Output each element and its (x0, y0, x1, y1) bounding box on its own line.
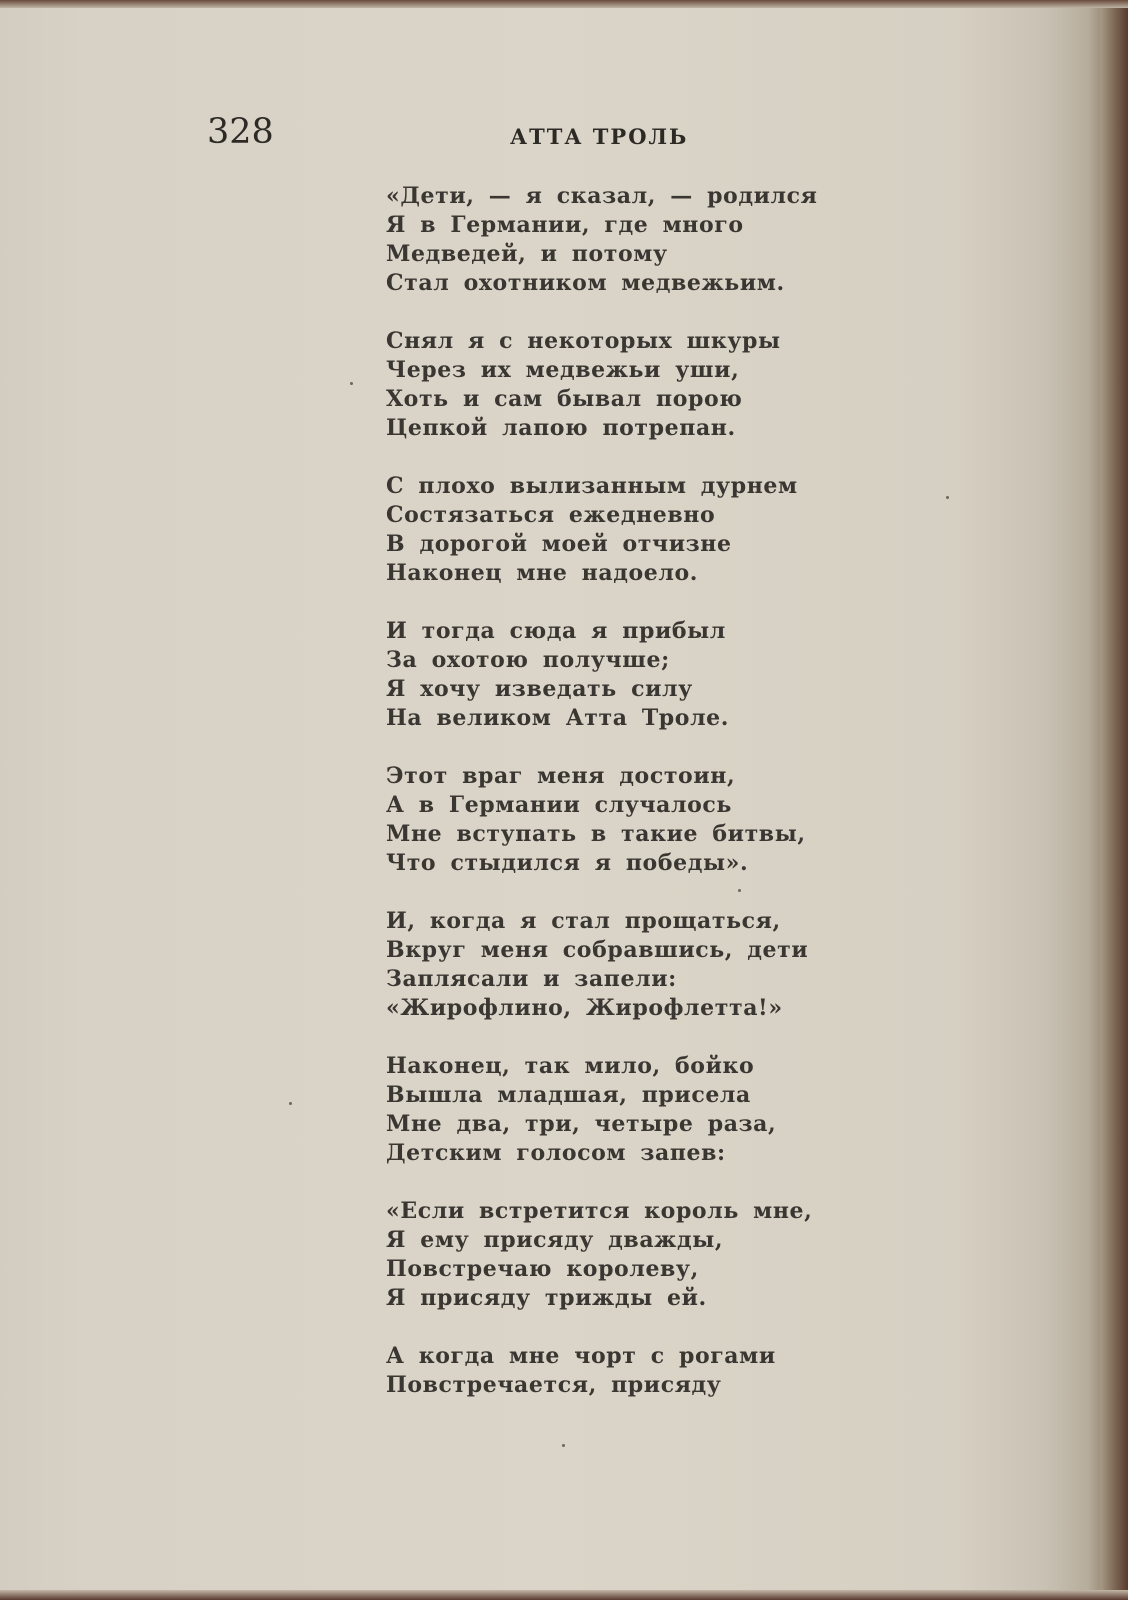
poem-line: Что стыдился я победы». (386, 850, 749, 876)
poem-line: «Жирофлино, Жирофлетта!» (386, 995, 783, 1021)
poem-line: Снял я с некоторых шкуры (386, 328, 781, 354)
stanza (386, 327, 846, 443)
book-spine-edge (1100, 0, 1128, 1600)
poem-line: А в Германии случалось (386, 792, 732, 818)
paper-speck (946, 496, 949, 499)
poem-line: И, когда я стал прощаться, (386, 908, 781, 934)
paper-speck (350, 382, 353, 385)
poem-line: Мне вступать в такие битвы, (386, 821, 806, 847)
paper-speck (738, 889, 741, 892)
poem-line: Мне два, три, четыре раза, (386, 1111, 777, 1137)
poem-line: С плохо вылизанным дурнем (386, 473, 798, 499)
stanza (386, 1052, 846, 1168)
poem-line: За охотою получше; (386, 647, 670, 673)
poem-line: В дорогой моей отчизне (386, 531, 732, 557)
poem-line: Стал охотником медвежьим. (386, 270, 785, 296)
poem-line: И тогда сюда я прибыл (386, 618, 726, 644)
poem-line: Детским голосом запев: (386, 1140, 726, 1166)
poem-text (386, 182, 846, 1429)
stanza (386, 762, 846, 878)
poem-line: На великом Атта Троле. (386, 705, 730, 731)
poem-line: Я присяду трижды ей. (386, 1285, 707, 1311)
poem-line: Хоть и сам бывал порою (386, 386, 743, 412)
stanza (386, 1342, 846, 1400)
poem-line: Вышла младшая, присела (386, 1082, 751, 1108)
poem-line: «Дети, — я сказал, — родился (386, 183, 818, 209)
poem-line: Наконец, так мило, бойко (386, 1053, 755, 1079)
poem-line: Этот враг меня достоин, (386, 763, 736, 789)
poem-line: Я ему присяду дважды, (386, 1227, 724, 1253)
paper-speck (562, 1444, 565, 1447)
running-title: АТТА ТРОЛЬ (510, 124, 689, 149)
poem-line: Повстречается, присяду (386, 1372, 722, 1398)
poem-line: Цепкой лапою потрепан. (386, 415, 736, 441)
poem-line: Через их медвежьи уши, (386, 357, 740, 383)
poem-line: «Если встретится король мне, (386, 1198, 813, 1224)
stanza (386, 617, 846, 733)
poem-line: Повстречаю королеву, (386, 1256, 699, 1282)
page-header (0, 112, 1110, 162)
stanza (386, 472, 846, 588)
poem-line: Состязаться ежедневно (386, 502, 716, 528)
page-number: 328 (207, 112, 274, 152)
poem-line: Я в Германии, где много (386, 212, 744, 238)
poem-line: А когда мне чорт с рогами (386, 1343, 776, 1369)
poem-line: Заплясали и запели: (386, 966, 677, 992)
poem-line: Я хочу изведать силу (386, 676, 693, 702)
stanza (386, 1197, 846, 1313)
stanza (386, 907, 846, 1023)
paper-speck (289, 1102, 292, 1105)
page-top-edge (0, 0, 1128, 8)
page-bottom-edge (0, 1590, 1128, 1600)
poem-line: Наконец мне надоело. (386, 560, 699, 586)
stanza (386, 182, 846, 298)
poem-line: Медведей, и потому (386, 241, 668, 267)
poem-line: Вкруг меня собравшись, дети (386, 937, 809, 963)
